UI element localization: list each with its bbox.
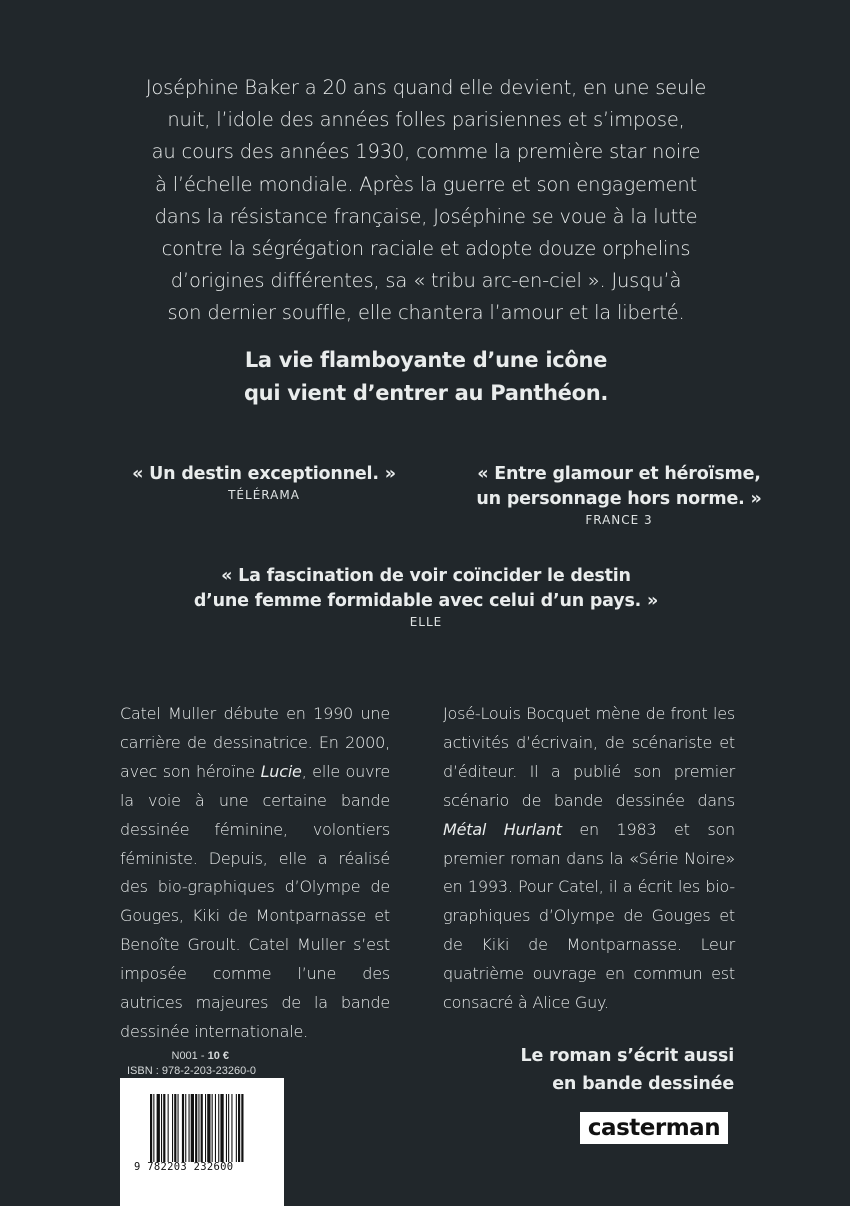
barcode-bar: [241, 1094, 243, 1162]
barcode-bar: [238, 1094, 240, 1162]
barcode-bar: [178, 1094, 179, 1162]
slogan-line: Le roman s’écrit aussi: [520, 1046, 734, 1066]
press-quote-elle: [168, 564, 684, 629]
price-code: N001: [171, 1050, 198, 1062]
synopsis: [120, 72, 732, 330]
quote-text-line: d’une femme formidable avec celui d’un pays. »: [193, 591, 659, 611]
quote-source: FRANCE 3: [585, 513, 653, 527]
tagline-line: La vie flamboyante d’une icône: [244, 348, 608, 372]
barcode-bar: [205, 1094, 206, 1162]
barcode-bar: [168, 1094, 169, 1162]
barcode-bar: [201, 1094, 203, 1162]
barcode-number: 9 782203 232600: [134, 1161, 234, 1173]
quote-text: « Un destin exceptionnel. »: [132, 464, 396, 484]
slogan-line: en bande dessinée: [552, 1074, 734, 1094]
publisher-logo: casterman: [580, 1112, 728, 1144]
author-bio-bocquet: [443, 700, 735, 1018]
barcode-bar: [150, 1094, 152, 1162]
synopsis-line: d’origines différentes, sa « tribu arc-en-ciel ». Jusqu’à: [170, 269, 682, 293]
barcode-bar: [174, 1094, 176, 1162]
bio-text: en 1983 et son premier roman dans la «Série Noire» en 1993. Pour Catel, il a écrit les bio-graphiques d’Olympe de Gouges et de Kiki de Montparnasse. Leur quatrième ouvrage en commun est consacré à Alice Guy.: [443, 819, 735, 1013]
synopsis-line: Joséphine Baker a 20 ans quand elle devient, en une seule: [145, 76, 707, 99]
barcode-bar: [182, 1094, 184, 1162]
price-block: [127, 1049, 279, 1079]
synopsis-line: dans la résistance française, Joséphine se voue à la lutte: [154, 204, 698, 228]
barcode-bar: [228, 1094, 229, 1162]
barcode-bar: [226, 1094, 227, 1162]
price-line: N001 - 10 €: [171, 1050, 229, 1062]
press-quote-france3: [470, 462, 768, 527]
bio-italic-title: Métal Hurlant: [443, 819, 562, 839]
barcode-bars: [150, 1094, 278, 1162]
barcode-bar: [189, 1094, 190, 1162]
quote-text-line: « La fascination de voir coïncider le destin: [221, 566, 631, 586]
bio-text: José-Louis Bocquet mène de front les activités d’écrivain, de scénariste et d’éditeur. Il a publié son premier scénario de bande dessinée dans: [443, 704, 735, 810]
synopsis-line: contre la ségrégation raciale et adopte douze orphelins: [161, 237, 691, 261]
barcode-bar: [195, 1094, 197, 1162]
tagline-line: qui vient d’entrer au Panthéon.: [243, 381, 609, 405]
barcode-bar: [218, 1094, 219, 1162]
author-bio-catel: [120, 700, 390, 1047]
quote-source: TÉLÉRAMA: [228, 488, 300, 502]
barcode-bar: [157, 1094, 160, 1162]
bio-text: Catel Muller débute en 1990 une carrière de dessinatrice. En 2000, avec son héroïne: [120, 704, 390, 781]
barcode-bar: [198, 1094, 199, 1162]
quote-text-line: un personnage hors norme. »: [476, 489, 762, 509]
bio-italic-title: Lucie: [260, 761, 302, 781]
barcode-bar: [161, 1094, 162, 1162]
barcode-bar: [185, 1094, 186, 1162]
barcode-bar: [207, 1094, 210, 1162]
barcode-bar: [163, 1094, 165, 1162]
tagline: [150, 344, 702, 410]
isbn: ISBN : 978-2-203-23260-0: [127, 1065, 257, 1077]
synopsis-line: son dernier souffle, elle chantera l’amour et la liberté.: [167, 301, 685, 325]
synopsis-line: nuit, l’idole des années folles parisiennes et s’impose,: [167, 108, 685, 132]
barcode-bar: [172, 1094, 173, 1162]
synopsis-line: au cours des années 1930, comme la première star noire: [151, 140, 701, 164]
barcode: [120, 1078, 284, 1206]
barcode-bar: [212, 1094, 213, 1162]
barcode-bar: [231, 1094, 232, 1162]
barcode-bar: [215, 1094, 216, 1162]
barcode-bar: [191, 1094, 194, 1162]
bio-text: , elle ouvre la voie à une certaine bande dessinée féminine, volontiers féministe. Depuis, elle a réalisé des bio-graphiques d’Olympe de Gouges, Kiki de Montparnasse et Benoîte Groult. Catel Muller s’est imposée comme l’une des autrices majeures de la bande dessinée internationale.: [120, 761, 391, 1041]
quote-text-line: « Entre glamour et héroïsme,: [477, 464, 761, 484]
quote-source: ELLE: [409, 615, 443, 629]
synopsis-line: à l’échelle mondiale. Après la guerre et son engagement: [155, 172, 697, 196]
press-quote-telerama: [130, 462, 398, 502]
barcode-bar: [236, 1094, 237, 1162]
price-value: 10 €: [207, 1050, 229, 1062]
barcode-bar: [153, 1094, 154, 1162]
slogan: [500, 1042, 734, 1098]
barcode-bar: [220, 1094, 223, 1162]
